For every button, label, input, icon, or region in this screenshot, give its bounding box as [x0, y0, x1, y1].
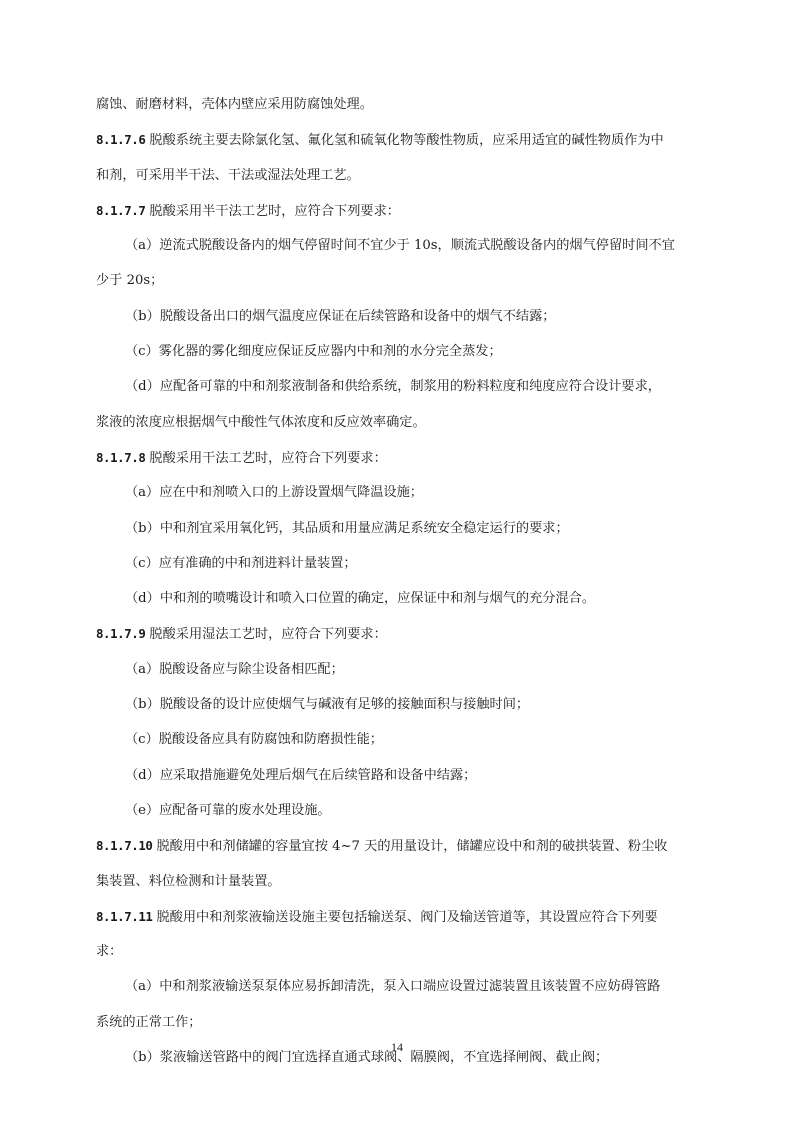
clause-number: 8.1.7.8: [96, 449, 146, 465]
line-text: （d）中和剂的喷嘴设计和喷入口位置的确定，应保证中和剂与烟气的充分混合。: [125, 591, 596, 607]
line-text: 脱酸用中和剂浆液输送设施主要包括输送泵、阀门及输送管道等，其设置应符合下列要: [156, 909, 658, 925]
line-text: （b）浆液输送管路中的阀门宜选择直通式球阀、隔膜阀，不宜选择闸阀、截止阀；: [125, 1050, 609, 1066]
line-text: （e）应配备可靠的废水处理设施。: [125, 802, 331, 818]
line-text: （c）应有准确的中和剂进料计量装置；: [125, 555, 357, 571]
line-text: 求：: [96, 944, 123, 960]
line-text: （a）逆流式脱酸设备内的烟气停留时间不宜少于 10s，顺流式脱酸设备内的烟气停留时间不宜: [125, 238, 675, 254]
line-text: （b）中和剂宜采用氧化钙，其品质和用量应满足系统安全稳定运行的要求；: [125, 520, 569, 536]
text-line: [96, 440, 704, 475]
clause-number: 8.1.7.9: [96, 626, 146, 642]
line-text: 脱酸采用干法工艺时，应符合下列要求：: [149, 450, 387, 466]
text-line: [96, 687, 704, 722]
line-text: 浆液的浓度应根据烟气中酸性气体浓度和反应效率确定。: [96, 414, 426, 430]
clause-number: 8.1.7.10: [96, 838, 153, 854]
line-text: （c）脱酸设备应具有防腐蚀和防磨损性能；: [125, 732, 383, 748]
line-text: 脱酸系统主要去除氯化氢、氟化氢和硫氧化物等酸性物质，应采用适宜的碱性物质作为中: [149, 133, 664, 149]
text-line: [96, 899, 704, 934]
text-line: [96, 1005, 704, 1040]
line-text: 脱酸采用湿法工艺时，应符合下列要求：: [149, 627, 387, 643]
line-text: （b）脱酸设备的设计应使烟气与碱液有足够的接触面积与接触时间；: [125, 697, 530, 713]
text-line: [96, 793, 704, 828]
text-line: [96, 864, 704, 899]
text-line: [96, 511, 704, 546]
text-line: [96, 934, 704, 969]
line-text: 集装置、料位检测和计量装置。: [96, 873, 281, 889]
line-text: （a）应在中和剂喷入口的上游设置烟气降温设施；: [125, 485, 423, 501]
document-body: [96, 87, 704, 1075]
clause-number: 8.1.7.7: [96, 202, 146, 218]
text-line: [96, 475, 704, 510]
text-line: [96, 87, 704, 122]
clause-number: 8.1.7.11: [96, 908, 153, 924]
page-number: 14: [391, 1040, 403, 1054]
text-line: [96, 758, 704, 793]
text-line: [96, 263, 704, 298]
text-line: [96, 299, 704, 334]
text-line: [96, 405, 704, 440]
line-text: （d）应配备可靠的中和剂浆液制备和供给系统，制浆用的粉料粒度和纯度应符合设计要求，: [125, 379, 661, 395]
line-text: （a）中和剂浆液输送泵泵体应易拆卸清洗，泵入口端应设置过滤装置且该装置不应妨碍管路: [125, 979, 661, 995]
line-text: 腐蚀、耐磨材料，壳体内壁应采用防腐蚀处理。: [96, 97, 373, 112]
line-text: 系统的正常工作；: [96, 1014, 202, 1030]
text-line: [96, 158, 704, 193]
line-text: （b）脱酸设备出口的烟气温度应保证在后续管路和设备中的烟气不结露；: [125, 308, 556, 324]
text-line: [96, 581, 704, 616]
line-text: 脱酸用中和剂储罐的容量宜按 4~7 天的用量设计，储罐应设中和剂的破拱装置、粉尘收: [156, 839, 668, 855]
text-line: [96, 652, 704, 687]
line-text: （d）应采取措施避免处理后烟气在后续管路和设备中结露；: [125, 767, 477, 783]
text-line: [96, 334, 704, 369]
line-text: 少于 20s；: [96, 273, 164, 289]
line-text: 和剂，可采用半干法、干法或湿法处理工艺。: [96, 167, 360, 183]
text-line: [96, 228, 704, 263]
line-text: （a）脱酸设备应与除尘设备相匹配；: [125, 661, 344, 677]
text-line: [96, 722, 704, 757]
line-text: （c）雾化器的雾化细度应保证反应器内中和剂的水分完全蒸发；: [125, 344, 502, 360]
text-line: [96, 616, 704, 651]
text-line: [96, 828, 704, 863]
text-line: [96, 122, 704, 157]
text-line: [96, 193, 704, 228]
text-line: [96, 369, 704, 404]
text-line: [96, 546, 704, 581]
text-line: [96, 969, 704, 1004]
line-text: 脱酸采用半干法工艺时，应符合下列要求：: [149, 203, 400, 219]
clause-number: 8.1.7.6: [96, 132, 146, 148]
